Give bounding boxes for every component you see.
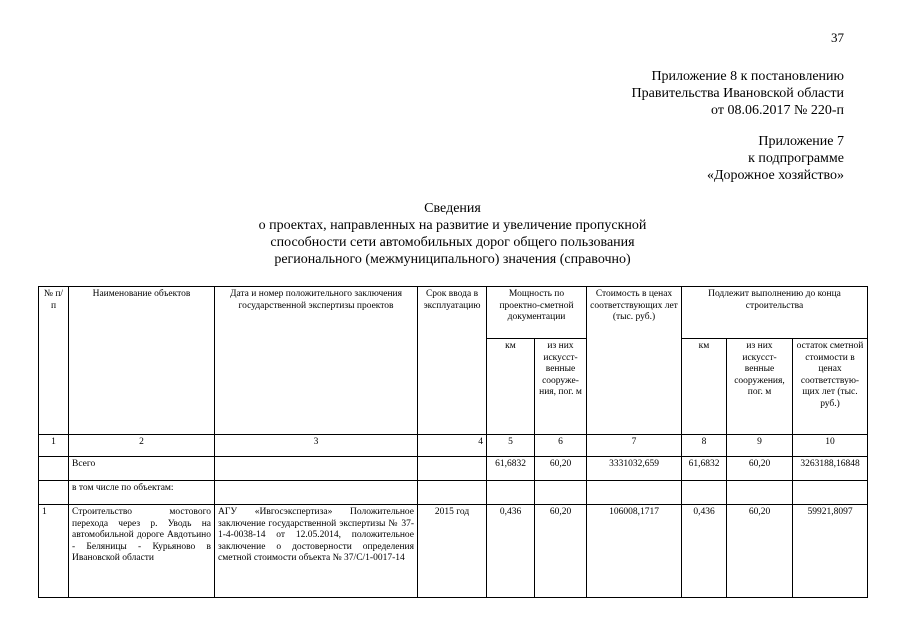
subheader-empty (727, 481, 793, 505)
header-structures: из них искусст-венные сооруже-ния, пог. м (535, 339, 587, 435)
appendix-8-line: от 08.06.2017 № 220-п (711, 103, 844, 118)
header-remaining: Подлежит выполнению до конца строительства (682, 287, 868, 339)
row-km: 0,436 (487, 505, 535, 598)
total-row (39, 457, 868, 481)
table-row (39, 505, 868, 598)
total-remaining-cost: 3263188,16848 (793, 457, 868, 481)
title-line: регионального (межмуниципального) значения (справочно) (274, 252, 631, 267)
appendix-8-header (632, 68, 844, 119)
row-year: 2015 год (418, 505, 487, 598)
col-number: 4 (418, 435, 487, 457)
document-title (190, 200, 715, 268)
total-cost: 3331032,659 (587, 457, 682, 481)
total-structures: 60,20 (535, 457, 587, 481)
col-number: 9 (727, 435, 793, 457)
subheader-empty (535, 481, 587, 505)
subheader-empty (487, 481, 535, 505)
row-expertise-cell (215, 505, 418, 598)
header-km: км (487, 339, 535, 435)
row-structures-remaining: 60,20 (727, 505, 793, 598)
row-name: Строительство мостового перехода через р. Уводь на автомобильной дороге Авдотьино - Беляницы - Курьяново в Ивановской области (69, 505, 215, 598)
col-number: 10 (793, 435, 868, 457)
col-number: 1 (39, 435, 69, 457)
total-expertise (215, 457, 418, 481)
subheader-empty (793, 481, 868, 505)
header-structures-remaining: из них искусст-венные сооружения, пог. м (727, 339, 793, 435)
header-cost: Стоимость в ценах соответствующих лет (тыс. руб.) (587, 287, 682, 435)
title-line: о проектах, направленных на развитие и увеличение пропускной (258, 218, 647, 233)
row-expertise: АГУ «Ивгосэкспертиза» Положительное заключение государственной экспертизы № 37-1-4-0038-14 от 12.05.2014, положительное заключение о достоверности определения сметной стоимости объекта № 37/С/1-0017-14 (218, 507, 414, 564)
col-number: 8 (682, 435, 727, 457)
total-km: 61,6832 (487, 457, 535, 481)
subheader-empty (682, 481, 727, 505)
header-name: Наименование объектов (69, 287, 215, 435)
header-km-remaining: км (682, 339, 727, 435)
header-commissioning: Срок ввода в эксплуатацию (418, 287, 487, 435)
title-line: Сведения (424, 201, 481, 216)
total-num (39, 457, 69, 481)
appendix-7-line: к подпрограмме (748, 151, 844, 166)
col-number: 3 (215, 435, 418, 457)
appendix-8-line: Приложение 8 к постановлению (651, 69, 844, 84)
total-structures-remaining: 60,20 (727, 457, 793, 481)
projects-table (38, 286, 868, 598)
column-numbers-row (39, 435, 868, 457)
appendix-7-header (707, 133, 844, 184)
row-num: 1 (39, 505, 69, 598)
page-number: 37 (831, 30, 844, 45)
subheader-label: в том числе по объектам: (69, 481, 215, 505)
appendix-7-line: Приложение 7 (758, 134, 844, 149)
row-cost: 106008,1717 (587, 505, 682, 598)
subheader-empty (418, 481, 487, 505)
col-number: 2 (69, 435, 215, 457)
subheader-empty (587, 481, 682, 505)
row-km-remaining: 0,436 (682, 505, 727, 598)
header-remaining-cost: остаток сметной стоимости в ценах соответствую-щих лет (тыс. руб.) (793, 339, 868, 435)
title-line: способности сети автомобильных дорог общего пользования (270, 235, 635, 250)
subheader-num (39, 481, 69, 505)
header-capacity: Мощность по проектно-сметной документации (487, 287, 587, 339)
appendix-7-line: «Дорожное хозяйство» (706, 168, 844, 183)
row-structures: 60,20 (535, 505, 587, 598)
col-number: 6 (535, 435, 587, 457)
row-remaining-cost: 59921,8097 (793, 505, 868, 598)
appendix-8-line: Правительства Ивановской области (631, 86, 844, 101)
total-km-remaining: 61,6832 (682, 457, 727, 481)
subheader-empty (215, 481, 418, 505)
subheader-row (39, 481, 868, 505)
col-number: 5 (487, 435, 535, 457)
total-year (418, 457, 487, 481)
col-number: 7 (587, 435, 682, 457)
header-expertise: Дата и номер положительного заключения государственной экспертизы проектов (215, 287, 418, 435)
header-num: № п/п (39, 287, 69, 435)
total-label: Всего (69, 457, 215, 481)
